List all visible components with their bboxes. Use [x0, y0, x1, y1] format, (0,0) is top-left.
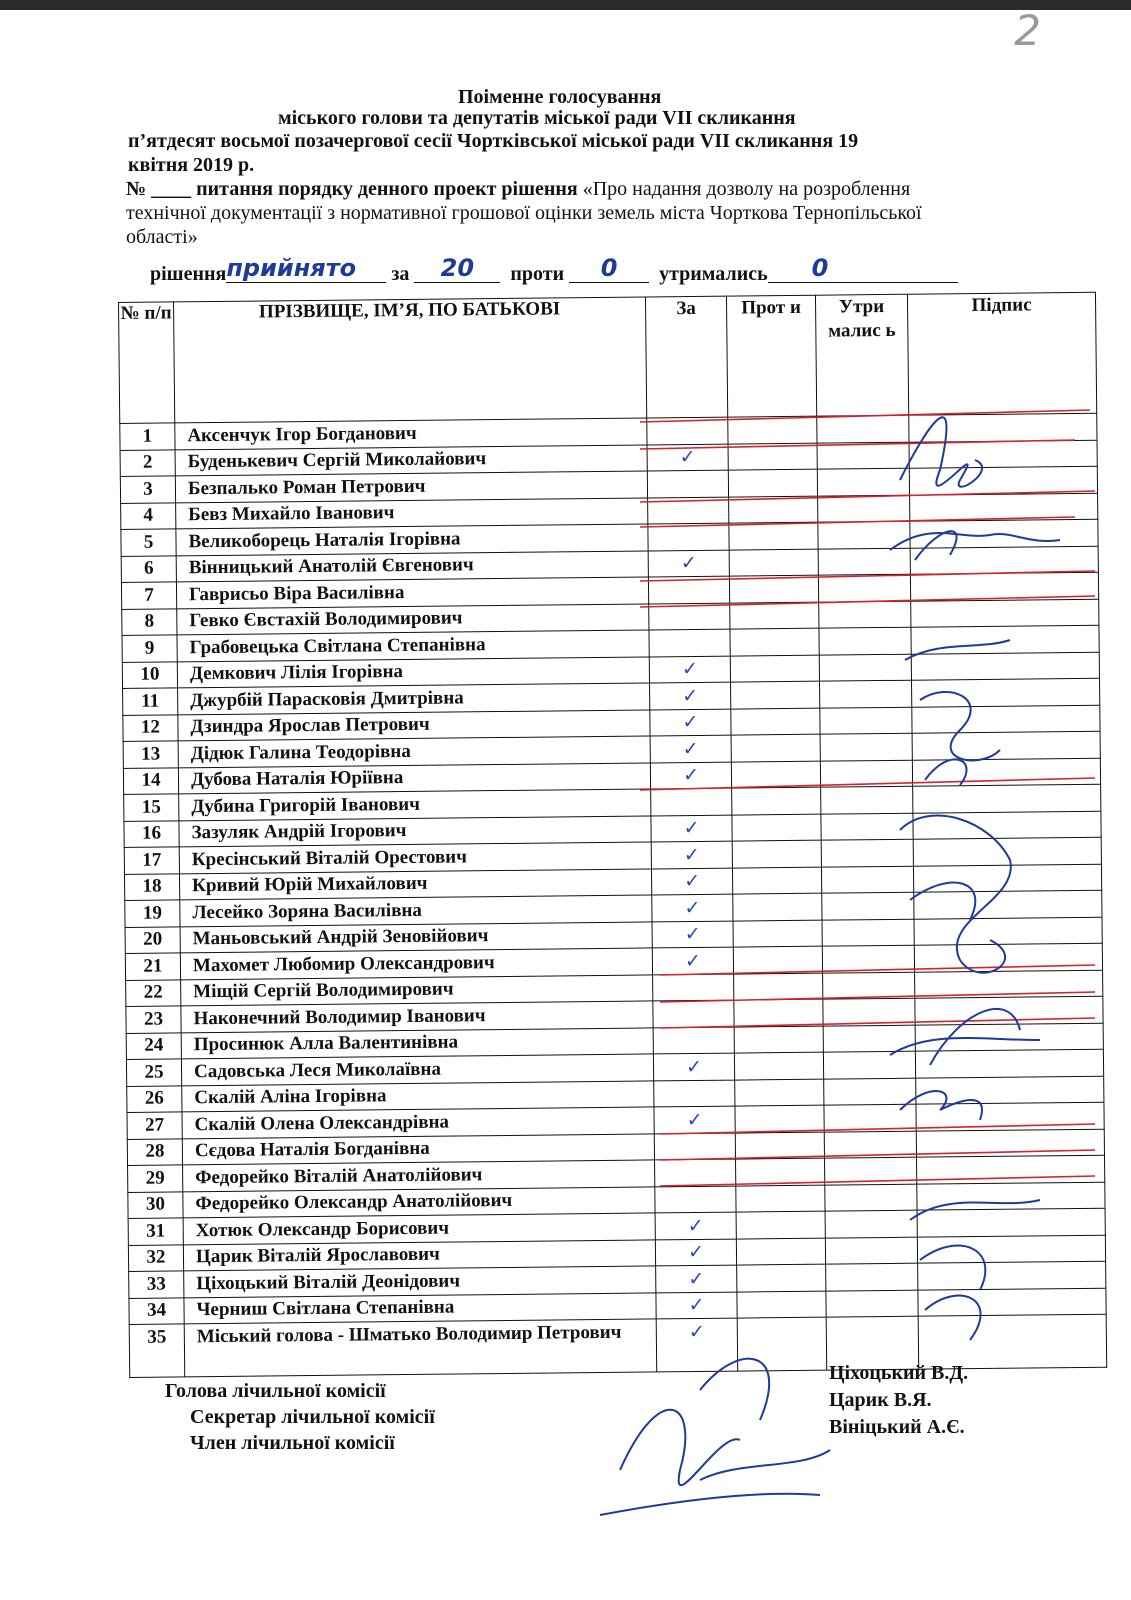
- row-number: 24: [126, 1032, 181, 1059]
- row-for-mark: ✓: [651, 868, 732, 895]
- row-number: 27: [127, 1112, 182, 1139]
- row-name: Вінницький Анатолій Євгенович: [176, 550, 648, 581]
- row-name: Зазуляк Андрій Ігорович: [179, 815, 651, 846]
- signature-2: [900, 417, 982, 486]
- commission-chair-name: Ціхоцький В.Д.: [829, 1362, 969, 1384]
- agenda-text-3: області»: [126, 226, 198, 248]
- row-number: 25: [126, 1059, 181, 1086]
- agenda-text-1: «Про надання дозволу на розроблення: [582, 178, 911, 200]
- row-name: Скалій Олена Олександрівна: [182, 1107, 654, 1138]
- page-number: 2: [1014, 6, 1041, 55]
- row-name: Міський голова - Шматько Володимир Петрович: [184, 1319, 657, 1377]
- row-number: 4: [121, 502, 176, 529]
- row-number: 21: [125, 953, 180, 980]
- row-number: 22: [126, 979, 181, 1006]
- row-name: Хотюк Олександр Борисович: [183, 1213, 655, 1244]
- row-number: 29: [128, 1165, 183, 1192]
- row-number: 16: [124, 820, 179, 847]
- row-for-mark: ✓: [655, 1239, 736, 1266]
- title-line-4: квітня 2019 р.: [128, 154, 255, 176]
- row-for-mark: ✓: [650, 735, 731, 762]
- row-name: Кресінський Віталій Орестович: [179, 842, 651, 873]
- row-number: 12: [123, 714, 178, 741]
- commission-member-label: Член лічильної комісії: [190, 1432, 395, 1454]
- row-number: 6: [121, 555, 176, 582]
- row-name: Дідюк Галина Теодорівна: [178, 736, 650, 767]
- row-name: Гаврисьо Віра Василівна: [176, 577, 648, 608]
- row-number: 8: [122, 608, 177, 635]
- row-number: 19: [125, 900, 180, 927]
- row-name: Федорейко Олександр Анатолійович: [183, 1186, 655, 1217]
- row-number: 10: [122, 661, 177, 688]
- row-name: Безпалько Роман Петрович: [175, 471, 647, 502]
- row-number: 13: [123, 741, 178, 768]
- row-name: Дубова Наталія Юріївна: [178, 762, 650, 793]
- col-header-against: Прот и: [726, 295, 816, 417]
- row-number: 15: [124, 794, 179, 821]
- row-name: Царик Віталій Ярославович: [183, 1239, 655, 1270]
- row-number: 9: [122, 635, 177, 662]
- row-name: Черниш Світлана Степанівна: [184, 1292, 656, 1323]
- abstained-count: 0: [811, 254, 829, 282]
- row-name: Федорейко Віталій Анатолійович: [183, 1160, 655, 1191]
- row-name: Сєдова Наталія Богданівна: [182, 1133, 654, 1164]
- decision-label: рішення: [150, 263, 227, 285]
- row-number: 35: [129, 1324, 185, 1378]
- row-number: 5: [121, 529, 176, 556]
- for-label: за: [391, 263, 410, 285]
- row-name: Махомет Любомир Олександрович: [180, 948, 652, 979]
- commission-chair-label: Голова лічильної комісії: [165, 1380, 386, 1402]
- row-name: Буденькевич Сергій Миколайович: [175, 444, 647, 475]
- title-line-2: міського голови та депутатів міської ради VII скликання: [278, 107, 796, 129]
- row-name: Дубина Григорій Іванович: [179, 789, 651, 820]
- row-number: 14: [123, 767, 178, 794]
- row-number: 17: [124, 847, 179, 874]
- row-for-mark: ✓: [656, 1265, 737, 1292]
- row-for-mark: ✓: [647, 444, 728, 471]
- row-name: Джурбій Парасковія Дмитрівна: [178, 683, 650, 714]
- decision-value: прийнято: [226, 254, 357, 282]
- row-for-mark: ✓: [652, 921, 733, 948]
- row-name: Грабовецька Світлана Степанівна: [177, 630, 649, 661]
- row-name: Скалій Аліна Ігорівна: [182, 1080, 654, 1111]
- signature-scribbles: [600, 417, 1060, 1515]
- col-header-number: № п/п: [119, 302, 175, 424]
- row-name: Міщій Сергій Володимирович: [181, 974, 653, 1005]
- col-header-for: За: [645, 296, 727, 418]
- against-label: проти: [510, 263, 565, 285]
- row-for-mark: ✓: [654, 1106, 735, 1133]
- col-header-signature: Підпис: [907, 292, 1096, 415]
- row-number: 26: [127, 1085, 182, 1112]
- row-name: Дзиндра Ярослав Петрович: [178, 709, 650, 740]
- col-header-name: ПРІЗВИЩЕ, ІМ’Я, ПО БАТЬКОВІ: [174, 297, 647, 423]
- row-name: Ціхоцький Віталій Деонідович: [184, 1266, 656, 1297]
- abstained-label: утримались: [659, 263, 768, 285]
- commission-secretary-label: Секретар лічильної комісії: [190, 1406, 435, 1428]
- row-name: Демкович Лілія Ігорівна: [177, 656, 649, 687]
- row-for-mark: ✓: [650, 709, 731, 736]
- row-number: 18: [124, 873, 179, 900]
- row-name: Бевз Михайло Іванович: [176, 497, 648, 528]
- row-for-mark: ✓: [655, 1212, 736, 1239]
- agenda-number: № ____: [126, 178, 192, 200]
- row-number: 23: [126, 1006, 181, 1033]
- row-number: 32: [128, 1244, 183, 1271]
- signature-6: [890, 531, 1060, 560]
- row-number: 30: [128, 1191, 183, 1218]
- signature-31-35: [910, 1200, 1040, 1340]
- row-for-mark: ✓: [650, 762, 731, 789]
- row-for-mark: ✓: [652, 894, 733, 921]
- against-count: 0: [600, 254, 618, 282]
- commission-signatures: [600, 1359, 830, 1515]
- row-for-mark: ✓: [648, 550, 729, 577]
- signature-24: [890, 1009, 1040, 1065]
- row-for-mark: ✓: [651, 841, 732, 868]
- row-name: Садовська Леся Миколаївна: [181, 1054, 653, 1085]
- agenda-bold-label: питання порядку денного проект рішення: [196, 178, 578, 200]
- row-name: Маньовський Андрій Зеновійович: [180, 921, 652, 952]
- row-number: 11: [123, 688, 178, 715]
- signature-27: [900, 1091, 982, 1120]
- commission-secretary-name: Царик В.Я.: [829, 1389, 932, 1411]
- row-number: 3: [120, 476, 175, 503]
- row-name: Гевко Євстахій Володимирович: [177, 603, 649, 634]
- row-name: Аксенчук Ігор Богданович: [175, 418, 647, 449]
- row-number: 20: [125, 926, 180, 953]
- row-number: 2: [120, 449, 175, 476]
- signature-16-21: [900, 816, 1011, 973]
- col-header-abstained: Утри малис ь: [815, 294, 908, 416]
- row-number: 34: [129, 1297, 184, 1324]
- row-for-mark: ✓: [652, 947, 733, 974]
- row-name: Просинюк Алла Валентинівна: [181, 1027, 653, 1058]
- row-for-mark: ✓: [651, 815, 732, 842]
- row-for-mark: ✓: [649, 656, 730, 683]
- row-number: 31: [128, 1218, 183, 1245]
- title-line-3: п’ятдесят восьмої позачергової сесії Чортківської міської ради VII скликання 19: [128, 130, 859, 152]
- signature-10-14: [905, 640, 1010, 785]
- row-name: Наконечний Володимир Іванович: [181, 1001, 653, 1032]
- row-name: Лесейко Зоряна Василівна: [180, 895, 652, 926]
- row-for-mark: ✓: [653, 1053, 734, 1080]
- red-strike-lines: [640, 410, 1095, 1186]
- row-name: Великоборець Наталія Ігорівна: [176, 524, 648, 555]
- title-line-1: Поіменне голосування: [458, 86, 662, 108]
- row-name: Кривий Юрій Михайлович: [179, 868, 651, 899]
- for-count: 20: [440, 254, 475, 282]
- row-for-mark: ✓: [656, 1292, 737, 1319]
- row-number: 7: [121, 582, 176, 609]
- agenda-text-2: технічної документації з нормативної грошової оцінки земель міста Чорткова Тернопільської: [126, 202, 922, 224]
- row-number: 28: [127, 1138, 182, 1165]
- row-for-mark: ✓: [656, 1318, 738, 1372]
- row-number: 1: [120, 423, 175, 450]
- row-for-mark: ✓: [650, 682, 731, 709]
- commission-member-name: Вініцький А.Є.: [829, 1416, 965, 1438]
- row-number: 33: [129, 1271, 184, 1298]
